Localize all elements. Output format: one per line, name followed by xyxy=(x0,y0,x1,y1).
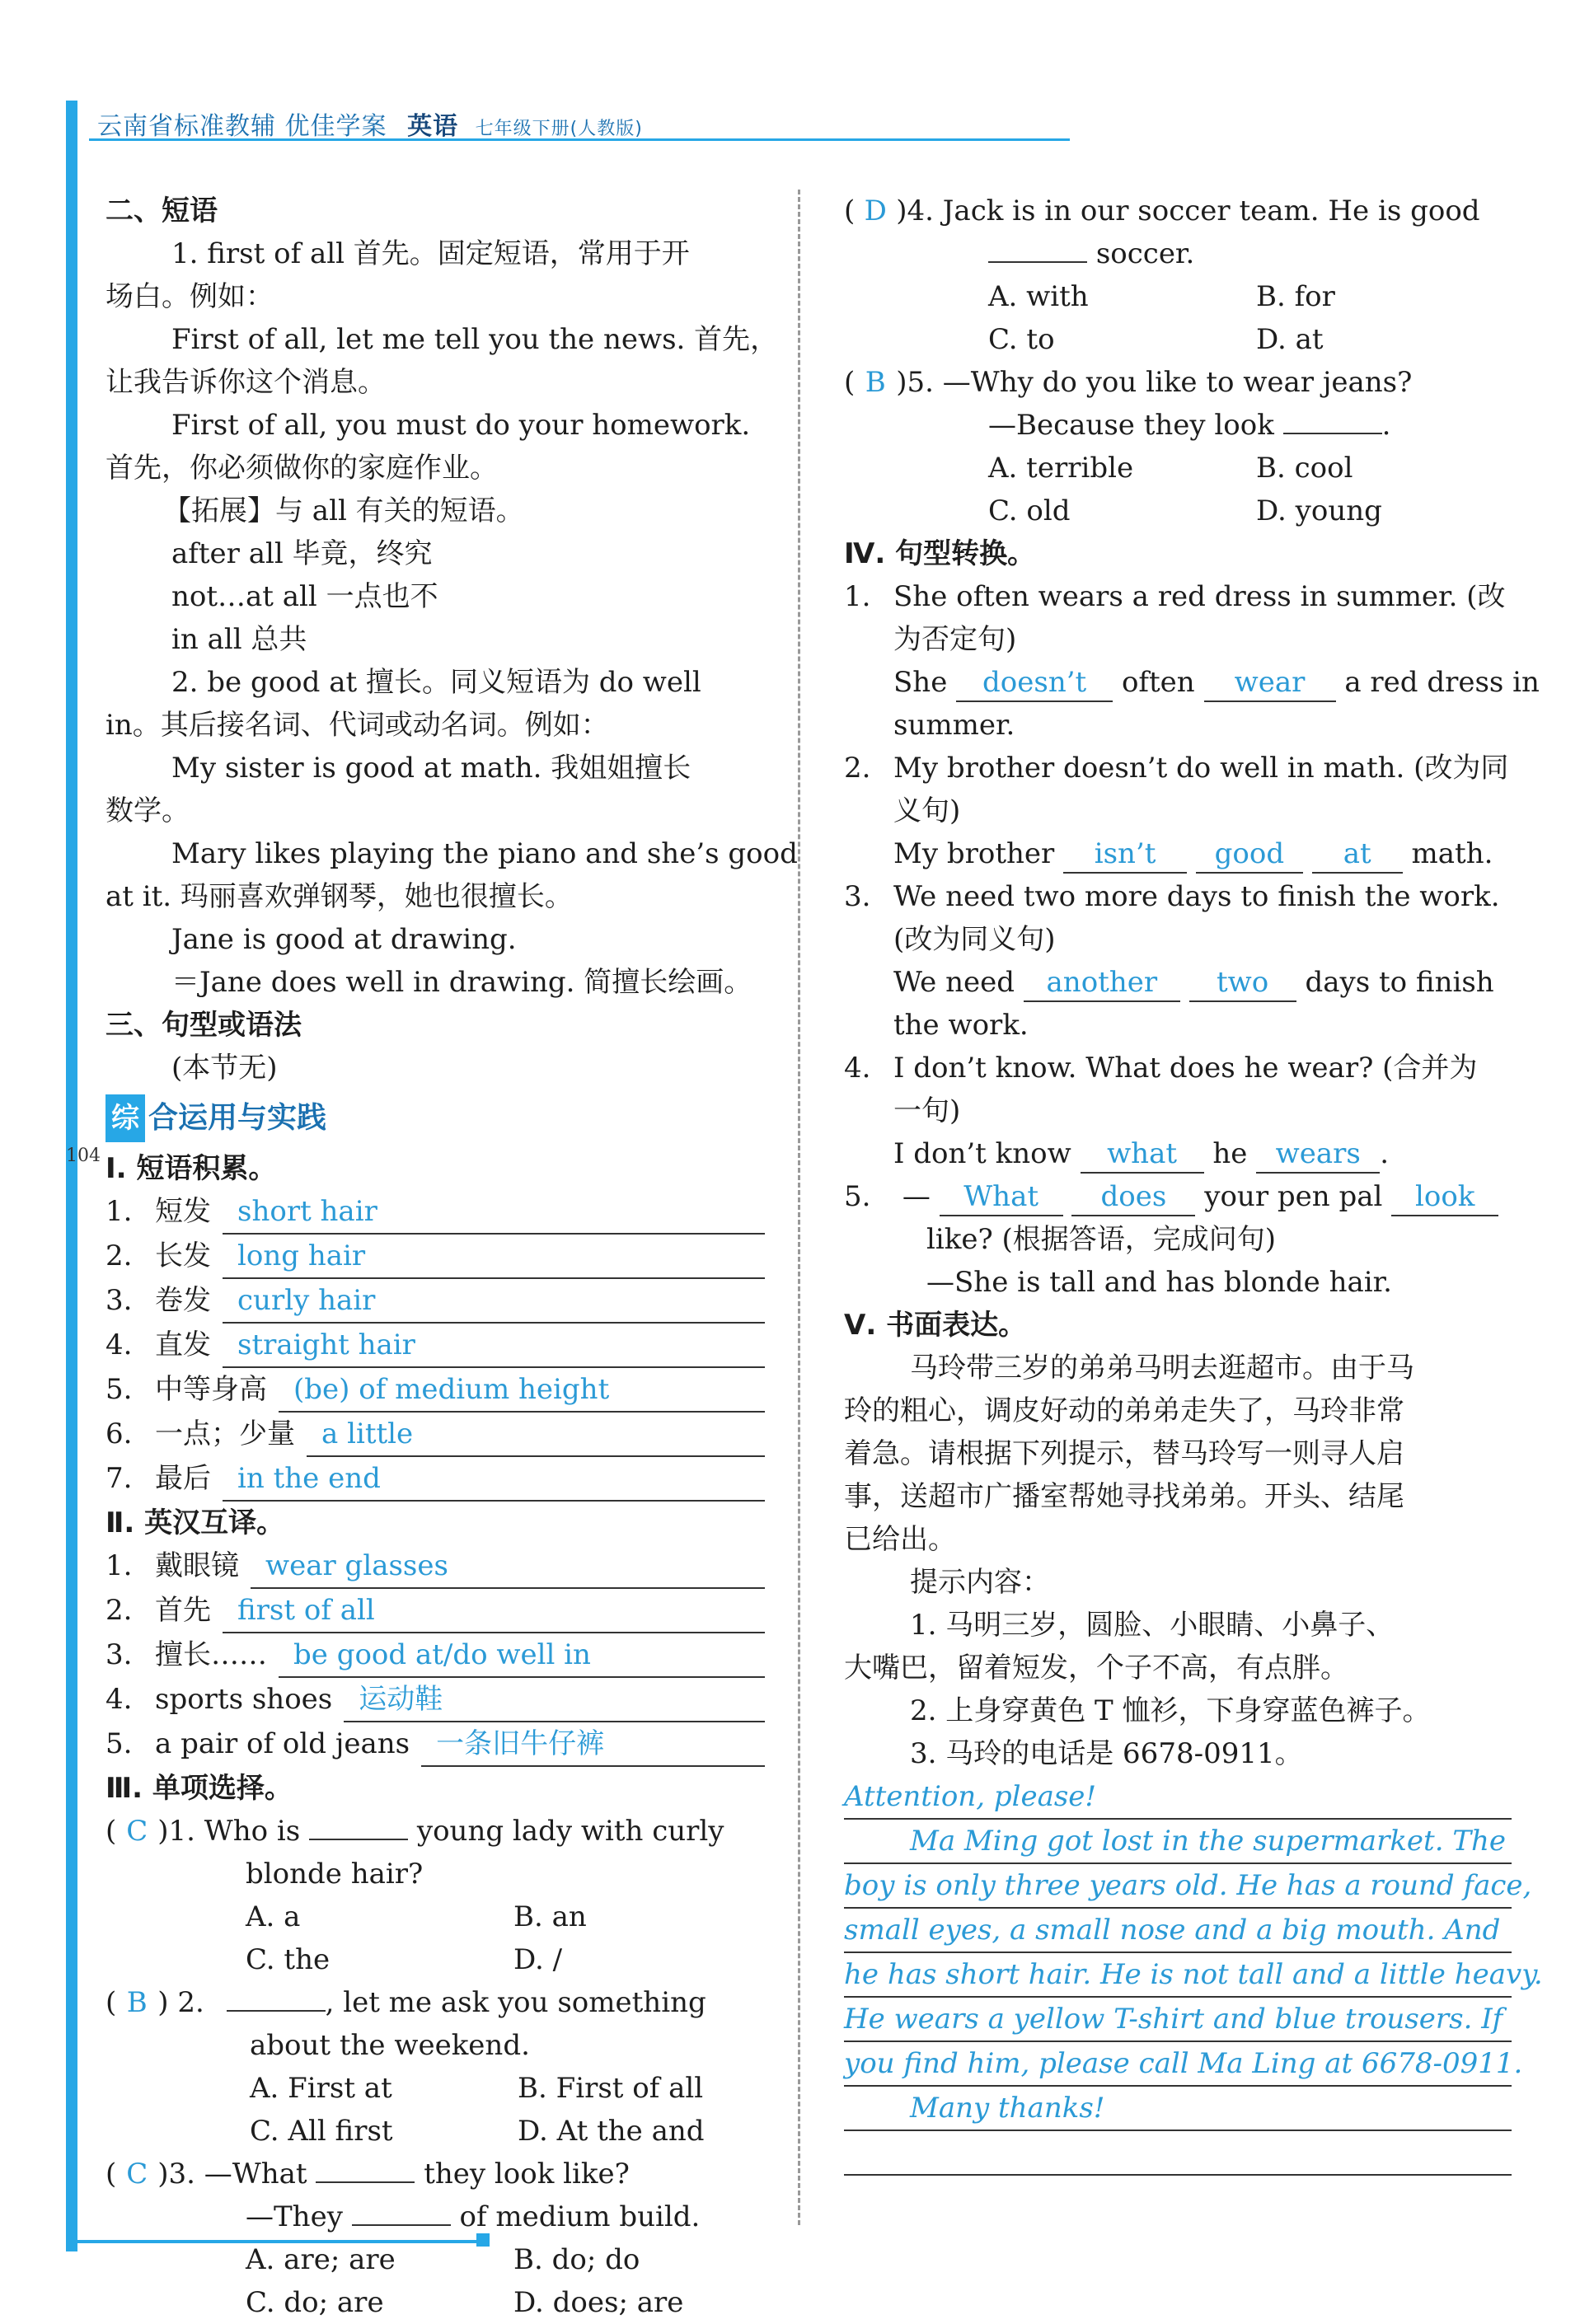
text-line: 马玲带三岁的弟弟马明去逛超市。由于马 xyxy=(910,1352,1414,1385)
text-line: First of all, let me tell you the news. 首先， xyxy=(171,323,779,356)
q4-title: Ⅳ. 句型转换。 xyxy=(844,537,1036,570)
text-line: summer. xyxy=(893,709,1015,742)
item-num: 4. xyxy=(105,1683,133,1716)
text-line: 着急。请根据下列提示，替马玲写一则寻人启 xyxy=(844,1437,1404,1470)
essay-line: He wears a yellow T-shirt and blue trousers. If xyxy=(844,1998,1512,2042)
text-line: 1. first of all 首先。固定短语，常用于开 xyxy=(171,237,690,270)
answer-blank[interactable]: what xyxy=(1081,1136,1204,1174)
essay-line: Ma Ming got lost in the supermarket. The xyxy=(844,1820,1512,1864)
q1-item xyxy=(105,1368,773,1413)
item-num: 3. xyxy=(844,880,871,913)
mc-option: C. do; are xyxy=(246,2286,384,2319)
mc-answer[interactable]: C xyxy=(126,1815,148,1848)
item-num: 6. xyxy=(105,1417,133,1450)
mc-blank[interactable] xyxy=(309,1839,408,1840)
essay-answer[interactable] xyxy=(844,1775,1543,2131)
text-line: 事，送超市广播室帮她寻找弟弟。开头、结尾 xyxy=(844,1480,1404,1513)
mc-stem: young lady with curly xyxy=(416,1815,724,1848)
mc-option: C. old xyxy=(988,494,1071,527)
text-line: 3. 马玲的电话是 6678-0911。 xyxy=(910,1737,1303,1770)
q1-item xyxy=(105,1324,773,1368)
q1-title: Ⅰ. 短语积累。 xyxy=(105,1152,277,1185)
item-prompt: 戴眼镜 xyxy=(155,1549,239,1582)
practice-title: 合运用与实践 xyxy=(148,1101,327,1135)
q3-title: Ⅲ. 单项选择。 xyxy=(105,1772,293,1805)
text-line: in all 总共 xyxy=(171,623,307,656)
q1-list xyxy=(105,1190,773,1502)
text: he xyxy=(1212,1137,1248,1170)
section-title-grammar: 三、句型或语法 xyxy=(105,1009,302,1042)
mc-answer[interactable]: B xyxy=(126,1986,148,2019)
text: My brother xyxy=(893,837,1055,870)
item-num: 4. xyxy=(844,1052,871,1085)
text-line: 场白。例如： xyxy=(105,280,274,313)
mc-num: )5. xyxy=(896,366,934,399)
mc-blank[interactable] xyxy=(988,261,1087,263)
text-line: 玲的粗心，调皮好动的弟弟走失了，马玲非常 xyxy=(844,1394,1404,1427)
item-num: 5. xyxy=(844,1180,871,1213)
item-num: 5. xyxy=(105,1373,133,1406)
mc-stem: about the weekend. xyxy=(250,2029,530,2062)
mc-stem: soccer. xyxy=(1095,237,1195,270)
text-line: 大嘴巴，留着短发，个子不高，有点胖。 xyxy=(844,1652,1348,1684)
text-line: My sister is good at math. 我姐姐擅长 xyxy=(171,752,692,785)
text-line: 2. 上身穿黄色 T 恤衫，下身穿蓝色裤子。 xyxy=(910,1694,1431,1727)
mc-question: ( D )4. Jack is in our soccer team. He is good xyxy=(844,194,1480,227)
text-line: 义句) xyxy=(893,794,961,827)
mc-answer[interactable]: C xyxy=(126,2158,148,2190)
item-answer[interactable]: first of all xyxy=(223,1589,765,1633)
q1-item xyxy=(105,1190,773,1235)
essay-line: small eyes, a small nose and a big mouth. And xyxy=(844,1909,1512,1953)
mc-question: ( B )5. —Why do you like to wear jeans? xyxy=(844,366,1413,399)
text-line: My brother doesn’t do well in math. (改为同 xyxy=(893,752,1509,785)
item-num: 1. xyxy=(105,1195,133,1228)
text: She xyxy=(893,666,948,699)
item-answer[interactable]: short hair xyxy=(223,1190,765,1235)
mc-stem: Jack is in our soccer team. He is good xyxy=(942,194,1480,227)
text: often xyxy=(1121,666,1195,699)
header-grade: 七年级下册(人教版) xyxy=(475,119,643,139)
mc-stem: —Why do you like to wear jeans? xyxy=(942,366,1413,399)
text-line: 一句) xyxy=(893,1094,961,1127)
mc-num: )3. xyxy=(157,2158,195,2190)
text: . xyxy=(1380,1137,1390,1170)
item-answer[interactable]: straight hair xyxy=(223,1324,765,1368)
item-prompt: 一点；少量 xyxy=(155,1417,295,1450)
mc-option: A. terrible xyxy=(988,452,1134,485)
text-line: like? (根据答语，完成问句) xyxy=(926,1223,1277,1256)
mc-option: B. for xyxy=(1256,280,1335,313)
item-answer[interactable]: long hair xyxy=(223,1235,765,1279)
mc-option: D. At the and xyxy=(518,2115,705,2148)
header-subject: 英语 xyxy=(407,112,459,141)
right-column: ( D )4. Jack is in our soccer team. He is good soccer. A. with B. for C. to D. at ( B )5. —Why do you like to wear jeans? —Because they look . A. terrible B. cool C. old D. young Ⅳ. 句型转换。 1. She often wears a red dress in summer. (改 为否定句) She doesn’t often wear a red dress in summer. 2. My brother doesn’t do well in math. (改为同 义句) My brother isn’t good at math. 3. We need two more days to finish the work. (改为同义句) We need another two days to finish the work. 4. I don’t know. What does he wear? (合并为 一句) I don’t know what he wears . 5. — What does your pen pal look like? (根据答语，完成问句) —She is tall and has blonde hair. Ⅴ. 书面表达。 马玲带三岁的弟弟马明去逛超市。由于马 玲的粗心，调皮好动的弟弟走失了，马玲非常 着急。请根据下列提示，替马玲写一则寻人启 事，送超市广播室帮她寻找弟弟。开头、结尾 已给出。 提示内容： 1. 马明三岁，圆脸、小眼睛、小鼻子、 大嘴巴，留着短发，个子不高，有点胖。 2. 上身穿黄色 T 恤衫，下身穿蓝色裤子。 3. 马玲的电话是 6678-0911。 Attention, please! Ma Ming got lost in the supermarket. The boy is only three years old. He has a round face, small eyes, a small nose and a big mouth. And he has short hair. He is not tall and a little heavy. He wears a yellow T-shirt and blue trousers. If you find him, please call Ma Ling at 6678-0911. Many thanks! xyxy=(844,190,1512,2176)
mc-blank[interactable] xyxy=(352,2224,451,2226)
item-prompt: 中等身高 xyxy=(155,1373,267,1406)
item-answer[interactable]: in the end xyxy=(223,1457,765,1502)
text-line: 提示内容： xyxy=(910,1566,1050,1599)
text-line: 数学。 xyxy=(105,794,190,827)
essay-line: boy is only three years old. He has a round face, xyxy=(844,1864,1512,1909)
item-prompt: 首先 xyxy=(155,1594,211,1627)
mc-stem: —What xyxy=(204,2158,307,2190)
essay-line: he has short hair. He is not tall and a little heavy. xyxy=(844,1953,1512,1998)
text: math. xyxy=(1411,837,1493,870)
item-num: 7. xyxy=(105,1462,133,1495)
answer-blank[interactable]: another xyxy=(1024,964,1180,1002)
page-number: 104 xyxy=(66,1146,101,1166)
q2-title: Ⅱ. 英汉互译。 xyxy=(105,1506,285,1539)
text: — xyxy=(902,1180,931,1213)
item-num: 3. xyxy=(105,1284,133,1317)
mc-option: C. All first xyxy=(250,2115,393,2148)
q2-item xyxy=(105,1633,773,1678)
mc-question: ( C )1. Who is young lady with curly xyxy=(105,1815,724,1848)
mc-option: D. does; are xyxy=(513,2286,684,2319)
mc-question: ( C )3. —What they look like? xyxy=(105,2158,630,2190)
mc-option: A. First at xyxy=(250,2072,392,2105)
mc-option: A. are; are xyxy=(246,2243,396,2276)
text-line: I don’t know. What does he wear? (合并为 xyxy=(893,1052,1478,1085)
answer-blank[interactable]: look xyxy=(1391,1178,1498,1216)
text-line: She often wears a red dress in summer. (改 xyxy=(893,580,1506,613)
answer-blank[interactable]: two xyxy=(1189,964,1296,1002)
item-prompt: sports shoes xyxy=(155,1683,333,1716)
mc-option: C. to xyxy=(988,323,1055,356)
mc-option: C. the xyxy=(246,1943,331,1976)
text-line: in。其后接名词、代词或动名词。例如： xyxy=(105,709,609,742)
mc-option: D. / xyxy=(513,1943,563,1976)
item-num: 3. xyxy=(105,1638,133,1671)
text: your pen pal xyxy=(1204,1180,1383,1213)
answer-blank[interactable]: wears xyxy=(1256,1136,1380,1174)
text: We need xyxy=(893,966,1015,999)
mc-stem: Who is xyxy=(204,1815,301,1848)
item-prompt: 最后 xyxy=(155,1462,211,1495)
text-line: at it. 玛丽喜欢弹钢琴，她也很擅长。 xyxy=(105,880,573,913)
left-margin-bar xyxy=(66,101,77,2251)
mc-stem: , let me ask you something xyxy=(325,1986,706,2019)
mc-stem: they look like? xyxy=(424,2158,630,2190)
q1-item xyxy=(105,1457,773,1502)
item-answer[interactable]: 运动鞋 xyxy=(344,1678,765,1722)
q2-item xyxy=(105,1544,773,1589)
item-answer[interactable]: a little xyxy=(307,1413,765,1457)
item-answer[interactable]: wear glasses xyxy=(251,1544,765,1589)
text-line: 让我告诉你这个消息。 xyxy=(105,366,386,399)
section-title-phrases: 二、短语 xyxy=(105,194,218,227)
mc-num: )1. xyxy=(157,1815,195,1848)
mc-blank[interactable] xyxy=(227,2010,326,2012)
mc-blank[interactable] xyxy=(316,2181,415,2183)
item-prompt: 擅长…… xyxy=(155,1638,267,1671)
item-prompt: 直发 xyxy=(155,1328,211,1361)
answer-blank[interactable]: at xyxy=(1312,836,1403,874)
text: I don’t know xyxy=(893,1137,1071,1170)
q1-item xyxy=(105,1235,773,1279)
text-line: ＝Jane does well in drawing. 简擅长绘画。 xyxy=(171,966,752,999)
q2-list xyxy=(105,1544,773,1767)
mc-option: B. cool xyxy=(1256,452,1353,485)
q2-item xyxy=(105,1722,773,1767)
page-header xyxy=(97,105,643,142)
mc-answer[interactable]: D xyxy=(864,194,887,227)
item-num: 1. xyxy=(105,1549,133,1582)
mc-blank[interactable] xyxy=(1283,433,1382,434)
item-prompt: 长发 xyxy=(155,1239,211,1272)
mc-stem: blonde hair? xyxy=(246,1858,424,1891)
q1-item xyxy=(105,1413,773,1457)
q2-item xyxy=(105,1589,773,1633)
text-line: not…at all 一点也不 xyxy=(171,580,438,613)
q1-item xyxy=(105,1279,773,1324)
column-divider xyxy=(798,190,800,2225)
item-prompt: 短发 xyxy=(155,1195,211,1228)
answer-blank[interactable]: does xyxy=(1071,1178,1195,1216)
essay-line: Many thanks! xyxy=(844,2087,1512,2131)
mc-option: B. First of all xyxy=(518,2072,704,2105)
mc-num: ) 2. xyxy=(157,1986,204,2019)
mc-stem: —Because they look xyxy=(988,409,1274,442)
mc-stem: of medium build. xyxy=(459,2200,701,2233)
essay-line: Attention, please! xyxy=(844,1775,1512,1820)
text-line: 首先，你必须做你的家庭作业。 xyxy=(105,452,498,485)
mc-option: D. at xyxy=(1256,323,1324,356)
text-line: 【拓展】与 all 有关的短语。 xyxy=(163,494,524,527)
answer-blank[interactable]: What xyxy=(940,1178,1063,1216)
practice-badge: 综 xyxy=(105,1094,145,1142)
text-line: (本节无) xyxy=(171,1052,278,1085)
text-line: 2. be good at 擅长。同义短语为 do well xyxy=(171,666,701,699)
item-answer[interactable]: (be) of medium height xyxy=(279,1368,765,1413)
header-brand: 优佳学案 xyxy=(284,112,387,141)
answer-blank[interactable]: wear xyxy=(1204,664,1336,702)
item-prompt: 卷发 xyxy=(155,1284,211,1317)
mc-option: B. do; do xyxy=(513,2243,640,2276)
answer-blank[interactable]: isn’t xyxy=(1063,836,1187,874)
item-num: 2. xyxy=(105,1594,133,1627)
text-line: We need two more days to finish the work. xyxy=(893,880,1500,913)
item-num: 4. xyxy=(105,1328,133,1361)
item-num: 2. xyxy=(844,752,871,785)
mc-option: A. with xyxy=(988,280,1089,313)
text-line: —She is tall and has blonde hair. xyxy=(926,1266,1392,1299)
mc-stem: —They xyxy=(246,2200,343,2233)
text: a red dress in xyxy=(1344,666,1540,699)
text-line: Jane is good at drawing. xyxy=(171,923,517,956)
q2-item xyxy=(105,1678,773,1722)
answer-blank[interactable]: doesn’t xyxy=(956,664,1113,702)
mc-option: D. young xyxy=(1256,494,1382,527)
item-num: 1. xyxy=(844,580,871,613)
item-answer[interactable]: 一条旧牛仔裤 xyxy=(421,1722,765,1767)
text-line: the work. xyxy=(893,1009,1029,1042)
mc-option: A. a xyxy=(246,1900,301,1933)
text-line: 已给出。 xyxy=(844,1523,956,1556)
text: days to finish xyxy=(1305,966,1494,999)
text-line: (改为同义句) xyxy=(893,923,1056,956)
mc-answer[interactable]: B xyxy=(865,366,886,399)
text-line: after all 毕竟，终究 xyxy=(171,537,433,570)
header-title: 云南省标准教辅 xyxy=(97,112,276,141)
item-num: 2. xyxy=(105,1239,133,1272)
left-column xyxy=(105,190,798,2324)
item-num: 5. xyxy=(105,1727,133,1760)
text-line: 1. 马明三岁，圆脸、小眼睛、小鼻子、 xyxy=(910,1609,1395,1642)
item-prompt: a pair of old jeans xyxy=(155,1727,410,1760)
text-line: 为否定句) xyxy=(893,623,1017,656)
essay-line: you find him, please call Ma Ling at 6678-0911. xyxy=(844,2042,1512,2087)
mc-question: ( B ) 2. , let me ask you something xyxy=(105,1986,706,2019)
mc-option: B. an xyxy=(513,1900,587,1933)
item-answer[interactable]: curly hair xyxy=(223,1279,765,1324)
text-line: First of all, you must do your homework. xyxy=(171,409,751,442)
q5-title: Ⅴ. 书面表达。 xyxy=(844,1309,1027,1342)
mc-num: )4. xyxy=(896,194,934,227)
blank-line xyxy=(844,2131,1512,2176)
item-answer[interactable]: be good at/do well in xyxy=(279,1633,765,1678)
answer-blank[interactable]: good xyxy=(1196,836,1303,874)
text-line: Mary likes playing the piano and she’s good xyxy=(171,837,798,870)
